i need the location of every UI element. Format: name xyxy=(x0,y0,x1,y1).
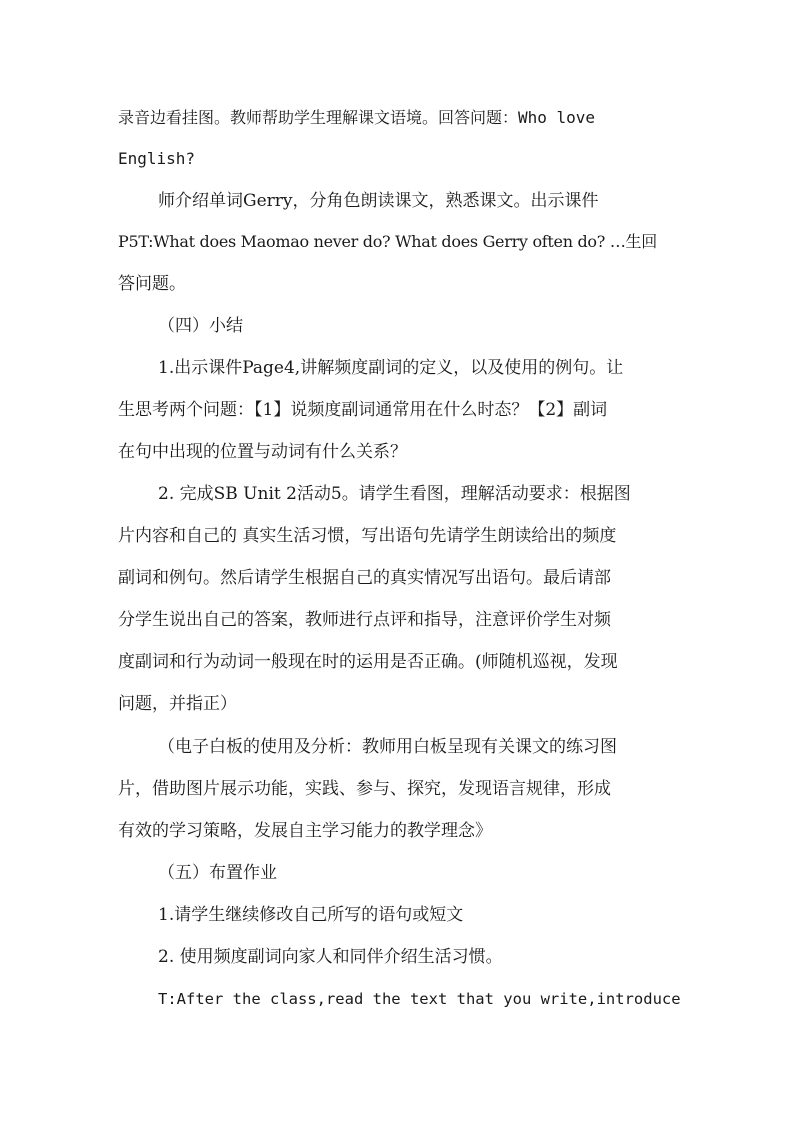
section-heading: （四）小结 xyxy=(158,316,243,336)
paragraph-first-line: 师介绍单词Gerry，分角色朗读课文，熟悉课文。出示课件 xyxy=(158,191,599,211)
text-line: 副词和例句。然后请学生根据自己的真实情况写出语句。最后请部 xyxy=(118,568,611,588)
list-item: 1.请学生继续修改自己所写的语句或短文 xyxy=(158,905,464,925)
text-line: 片内容和自己的 真实生活习惯，写出语句先请学生朗读给出的频度 xyxy=(118,526,617,546)
text-line: P5T:What does Maomao never do? What does Gerry often do? …生回 xyxy=(118,232,657,251)
paragraph-first-line: 1.出示课件Page4,讲解频度副词的定义，以及使用的例句。让 xyxy=(158,358,624,378)
text-line: 分学生说出自己的答案，教师进行点评和指导，注意评价学生对频 xyxy=(118,610,611,630)
paragraph-first-line: （电子白板的使用及分析：教师用白板呈现有关课文的练习图 xyxy=(158,737,617,757)
text-line: 度副词和行为动词一般现在时的运用是否正确。(师随机巡视，发现 xyxy=(118,652,618,672)
paragraph-first-line: 2. 完成SB Unit 2活动5。请学生看图，理解活动要求：根据图 xyxy=(158,484,631,504)
list-item: 2. 使用频度副词向家人和同伴介绍生活习惯。 xyxy=(158,947,503,967)
text-line: 生思考两个问题：【1】说频度副词通常用在什么时态？【2】副词 xyxy=(118,400,608,420)
text-line: 答问题。 xyxy=(118,274,186,294)
text-line: 问题，并指正） xyxy=(118,694,237,714)
text-line: 录音边看挂图。教师帮助学生理解课文语境。回答问题：Who love xyxy=(118,108,596,127)
text-line: English? xyxy=(118,149,196,168)
section-heading: （五）布置作业 xyxy=(158,863,277,883)
text-line: T:After the class,read the text that you write,introduce xyxy=(158,990,681,1008)
text-line: 有效的学习策略，发展自主学习能力的教学理念》 xyxy=(118,821,492,841)
text-line: 在句中出现的位置与动词有什么关系？ xyxy=(118,442,407,462)
text-line: 片，借助图片展示功能，实践、参与、探究，发现语言规律，形成 xyxy=(118,779,611,799)
